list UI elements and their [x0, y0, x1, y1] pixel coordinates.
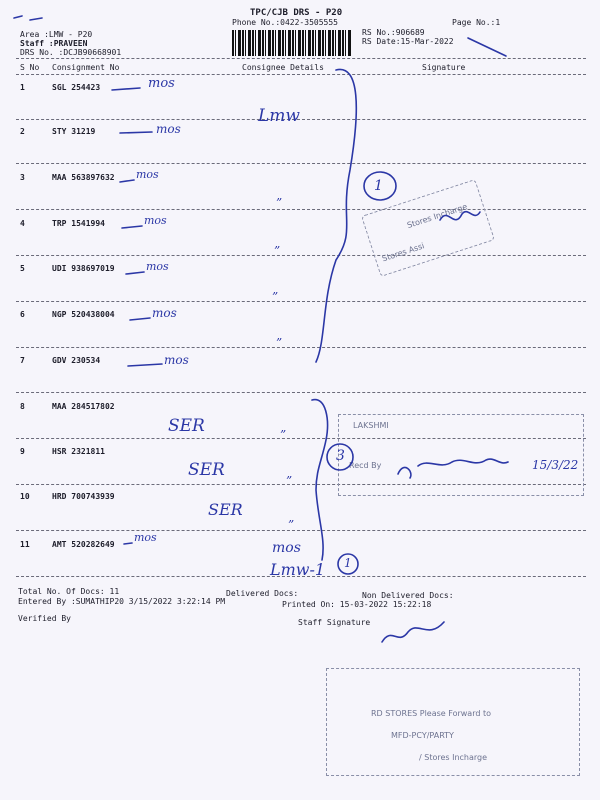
- handwritten-mos: mos: [148, 76, 175, 91]
- staff-signature-label: Staff Signature: [298, 618, 371, 627]
- handwritten-lmw: Lmw: [258, 106, 300, 126]
- row-sno: 8: [20, 402, 25, 411]
- row-sno: 2: [20, 127, 25, 136]
- brace-stroke: [312, 400, 327, 560]
- signature-scribble: [440, 212, 480, 220]
- dash-stroke: [128, 364, 162, 366]
- ditto-mark: ”: [276, 196, 283, 210]
- column-consignment: Consignment No: [52, 63, 120, 72]
- row-consignment: AMT 520282649: [52, 540, 115, 549]
- stamp-text: Recd By: [349, 461, 382, 470]
- dash-stroke: [126, 272, 144, 274]
- dash-stroke: [120, 132, 152, 133]
- column-signature: Signature: [422, 63, 466, 72]
- tick-mark: [468, 38, 506, 56]
- handwritten-mos: mos: [156, 122, 181, 136]
- circled-number: 1: [374, 178, 383, 194]
- document-title: TPC/CJB DRS - P20: [250, 8, 343, 18]
- circled-number: 3: [336, 448, 345, 464]
- ditto-mark: ”: [280, 428, 287, 442]
- ditto-mark: ”: [288, 518, 295, 532]
- row-sno: 5: [20, 264, 25, 273]
- signature-scribble: [382, 622, 444, 642]
- handwritten-mos: mos: [134, 531, 157, 544]
- row-consignment: NGP 520438004: [52, 310, 115, 319]
- row-sno: 10: [20, 492, 30, 501]
- row-sno: 9: [20, 447, 25, 456]
- handwritten-ser: SER: [188, 460, 225, 480]
- delivered-docs: Delivered Docs:: [226, 589, 299, 598]
- dash-stroke: [130, 318, 150, 320]
- row-consignment: TRP 1541994: [52, 219, 105, 228]
- area-field: Area :LMW - P20: [20, 30, 93, 39]
- handwritten-mos: mos: [164, 353, 189, 367]
- ditto-mark: ”: [286, 474, 293, 488]
- row-consignment: GDV 230534: [52, 356, 101, 365]
- stamp-text: / Stores Incharge: [419, 753, 488, 762]
- dash-stroke: [124, 543, 132, 544]
- handwritten-mos: mos: [144, 214, 167, 227]
- entered-by: Entered By :SUMATHIP20 3/15/2022 3:22:14 PM: [18, 597, 226, 606]
- row-sno: 11: [20, 540, 30, 549]
- stamp-text: Stores Incharge: [405, 202, 469, 231]
- printed-on: Printed On: 15-03-2022 15:22:18: [282, 600, 432, 609]
- dash-stroke: [120, 180, 134, 182]
- non-delivered-docs: Non Delivered Docs:: [362, 591, 454, 600]
- ditto-mark: ”: [274, 244, 281, 258]
- handwritten-mos: mos: [152, 306, 177, 320]
- stamp-text: LAKSHMI: [353, 421, 389, 430]
- row-sno: 7: [20, 356, 25, 365]
- phone-number: Phone No.:0422-3505555: [232, 18, 338, 27]
- rs-date: RS Date:15-Mar-2022: [362, 37, 454, 46]
- handwritten-date: 15/3/22: [532, 458, 579, 472]
- column-sno: S No: [20, 63, 40, 72]
- row-consignment: MAA 284517802: [52, 402, 115, 411]
- circle-mark: [327, 444, 353, 470]
- brace-stroke: [316, 69, 356, 362]
- page-number: Page No.:1: [452, 18, 501, 27]
- ditto-mark: ”: [276, 336, 283, 350]
- handwritten-ser: SER: [208, 500, 243, 519]
- row-consignment: SGL 254423: [52, 83, 101, 92]
- verified-by: Verified By: [18, 614, 71, 623]
- column-consignee-details: Consignee Details: [242, 63, 324, 72]
- row-consignment: HRD 700743939: [52, 492, 115, 501]
- total-docs: Total No. Of Docs: 11: [18, 587, 120, 596]
- handwritten-lmw-one: Lmw-1: [270, 560, 326, 579]
- staff-field: Staff :PRAVEEN: [20, 39, 88, 48]
- tick-mark: [30, 18, 42, 20]
- handwritten-mos: mos: [146, 260, 169, 273]
- signature-scribble: [398, 467, 411, 478]
- row-consignment: UDI 938697019: [52, 264, 115, 273]
- stamp-text: RD STORES Please Forward to: [371, 709, 492, 718]
- dash-stroke: [122, 226, 142, 228]
- handwritten-ser: SER: [168, 416, 205, 436]
- signature-scribble: [418, 459, 508, 466]
- row-sno: 3: [20, 173, 25, 182]
- drs-number: DRS No. :DCJB90668901: [20, 48, 122, 57]
- row-sno: 6: [20, 310, 25, 319]
- ditto-mark: ”: [272, 290, 279, 304]
- row-consignment: MAA 563897632: [52, 173, 115, 182]
- stamp-text: Stores Assi: [380, 241, 426, 264]
- row-consignment: STY 31219: [52, 127, 96, 136]
- handwritten-mos: mos: [272, 540, 301, 556]
- circled-number: 1: [344, 556, 352, 570]
- row-sno: 1: [20, 83, 25, 92]
- row-consignment: HSR 2321811: [52, 447, 105, 456]
- stamp-text: MFD-PCY/PARTY: [391, 731, 454, 740]
- dash-stroke: [112, 88, 140, 90]
- tick-mark: [14, 16, 22, 18]
- handwritten-mos: mos: [136, 168, 159, 181]
- rs-number: RS No.:906689: [362, 28, 425, 37]
- row-sno: 4: [20, 219, 25, 228]
- circle-mark: [338, 554, 358, 574]
- circle-mark: [364, 172, 396, 200]
